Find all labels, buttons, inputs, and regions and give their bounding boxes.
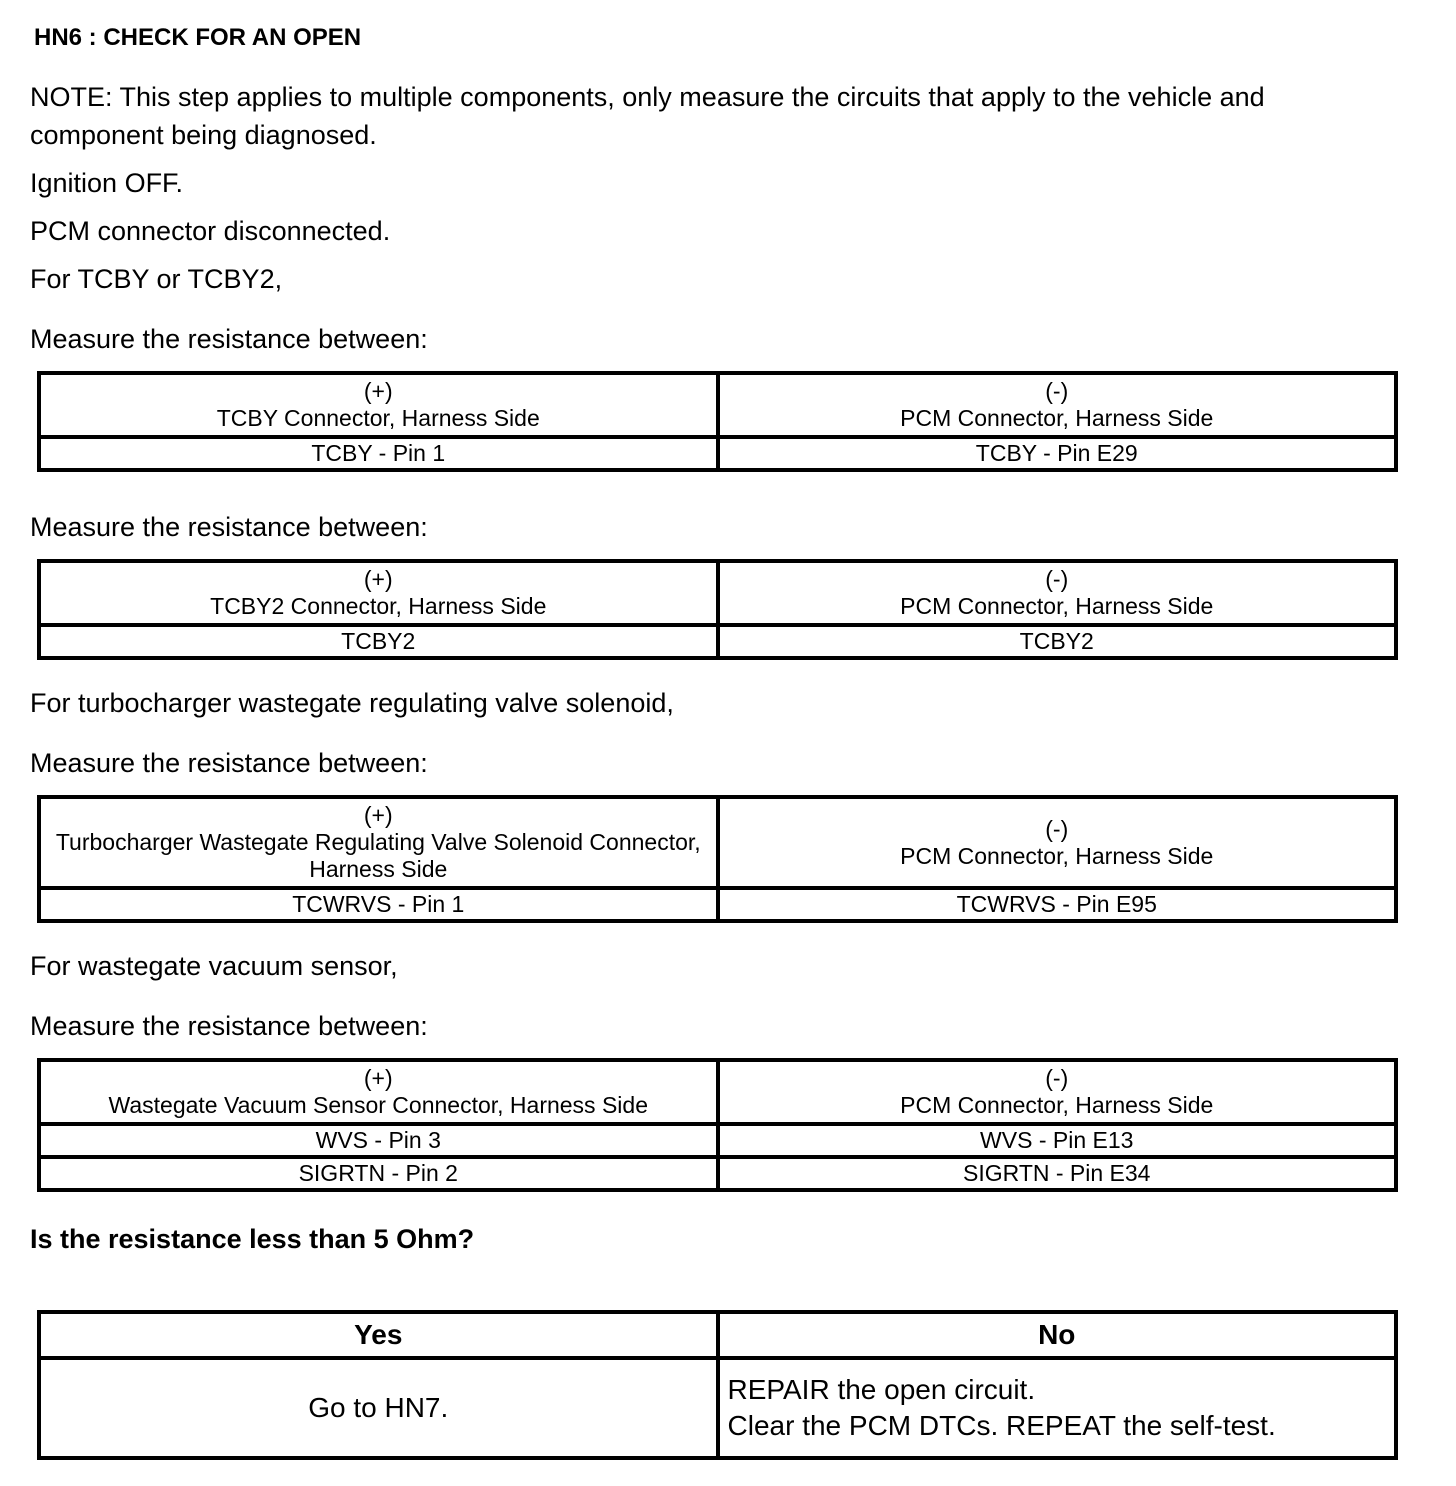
minus-name: PCM Connector, Harness Side bbox=[900, 1092, 1214, 1118]
minus-header-cell bbox=[718, 561, 1397, 625]
plus-sign: (+) bbox=[363, 566, 393, 592]
minus-pin-cell: WVS - Pin E13 bbox=[718, 1124, 1397, 1157]
section-for-label-wvs: For wastegate vacuum sensor, bbox=[30, 951, 398, 981]
plus-header-cell bbox=[39, 1060, 718, 1124]
section-for-label-tcwrvs: For turbocharger wastegate regulating valve solenoid, bbox=[30, 688, 674, 718]
yes-action-cell: Go to HN7. bbox=[39, 1358, 718, 1458]
minus-pin-cell: TCBY2 bbox=[718, 625, 1397, 658]
minus-name: PCM Connector, Harness Side bbox=[900, 842, 1214, 869]
plus-sign: (+) bbox=[363, 802, 393, 828]
no-action-line: REPAIR the open circuit. bbox=[727, 1374, 1036, 1405]
decision-question: Is the resistance less than 5 Ohm? bbox=[30, 1224, 475, 1254]
minus-sign: (-) bbox=[1045, 815, 1069, 842]
plus-name: TCBY Connector, Harness Side bbox=[216, 405, 540, 431]
precondition-ignition: Ignition OFF. bbox=[30, 168, 184, 198]
plus-name: Turbocharger Wastegate Regulating Valve Solenoid Connector, Harness Side bbox=[55, 829, 701, 882]
measure-prompt: Measure the resistance between: bbox=[30, 1011, 428, 1041]
precondition-pcm: PCM connector disconnected. bbox=[30, 216, 391, 246]
plus-header-cell bbox=[39, 373, 718, 437]
minus-pin-cell: SIGRTN - Pin E34 bbox=[718, 1157, 1397, 1190]
note-paragraph: NOTE: This step applies to multiple components, only measure the circuits that apply to the vehicle and component being diagnosed. bbox=[30, 82, 1265, 150]
table-row bbox=[39, 437, 1396, 470]
table-row bbox=[39, 1157, 1396, 1190]
measurement-table-tcwrvs bbox=[37, 795, 1398, 923]
table-header-row bbox=[39, 373, 1396, 437]
minus-pin-cell: TCBY - Pin E29 bbox=[718, 437, 1397, 470]
minus-header-cell bbox=[718, 1060, 1397, 1124]
plus-pin-cell: TCBY2 bbox=[39, 625, 718, 658]
no-action-line: Clear the PCM DTCs. REPEAT the self-test. bbox=[727, 1410, 1276, 1441]
measure-prompt: Measure the resistance between: bbox=[30, 748, 428, 778]
no-action-cell bbox=[718, 1358, 1397, 1458]
table-header-row bbox=[39, 797, 1396, 888]
no-header-cell: No bbox=[718, 1312, 1397, 1358]
minus-pin-cell: TCWRVS - Pin E95 bbox=[718, 888, 1397, 921]
measurement-table-tcby2 bbox=[37, 559, 1398, 660]
plus-header-cell bbox=[39, 561, 718, 625]
minus-name: PCM Connector, Harness Side bbox=[900, 405, 1214, 431]
plus-pin-cell: TCBY - Pin 1 bbox=[39, 437, 718, 470]
table-row bbox=[39, 1124, 1396, 1157]
table-row bbox=[39, 888, 1396, 921]
plus-sign: (+) bbox=[363, 1065, 393, 1091]
measurement-table-wvs bbox=[37, 1058, 1398, 1192]
plus-sign: (+) bbox=[363, 378, 393, 404]
plus-pin-cell: TCWRVS - Pin 1 bbox=[39, 888, 718, 921]
measure-prompt: Measure the resistance between: bbox=[30, 512, 428, 542]
yes-header-cell: Yes bbox=[39, 1312, 718, 1358]
measurement-table-tcby bbox=[37, 371, 1398, 472]
decision-table bbox=[37, 1310, 1398, 1460]
decision-body-row bbox=[39, 1358, 1396, 1458]
minus-sign: (-) bbox=[1045, 378, 1069, 404]
table-header-row bbox=[39, 561, 1396, 625]
decision-header-row bbox=[39, 1312, 1396, 1358]
table-header-row bbox=[39, 1060, 1396, 1124]
minus-header-cell bbox=[718, 797, 1397, 888]
page-title: HN6 : CHECK FOR AN OPEN bbox=[34, 24, 362, 51]
section-for-label-tcby: For TCBY or TCBY2, bbox=[30, 264, 283, 294]
minus-header-cell bbox=[718, 373, 1397, 437]
plus-pin-cell: WVS - Pin 3 bbox=[39, 1124, 718, 1157]
plus-header-cell bbox=[39, 797, 718, 888]
minus-sign: (-) bbox=[1045, 566, 1069, 592]
plus-name: Wastegate Vacuum Sensor Connector, Harness Side bbox=[108, 1092, 648, 1118]
measure-prompt: Measure the resistance between: bbox=[30, 324, 428, 354]
plus-pin-cell: SIGRTN - Pin 2 bbox=[39, 1157, 718, 1190]
minus-sign: (-) bbox=[1045, 1065, 1069, 1091]
plus-name: TCBY2 Connector, Harness Side bbox=[210, 593, 547, 619]
table-row bbox=[39, 625, 1396, 658]
minus-name: PCM Connector, Harness Side bbox=[900, 593, 1214, 619]
